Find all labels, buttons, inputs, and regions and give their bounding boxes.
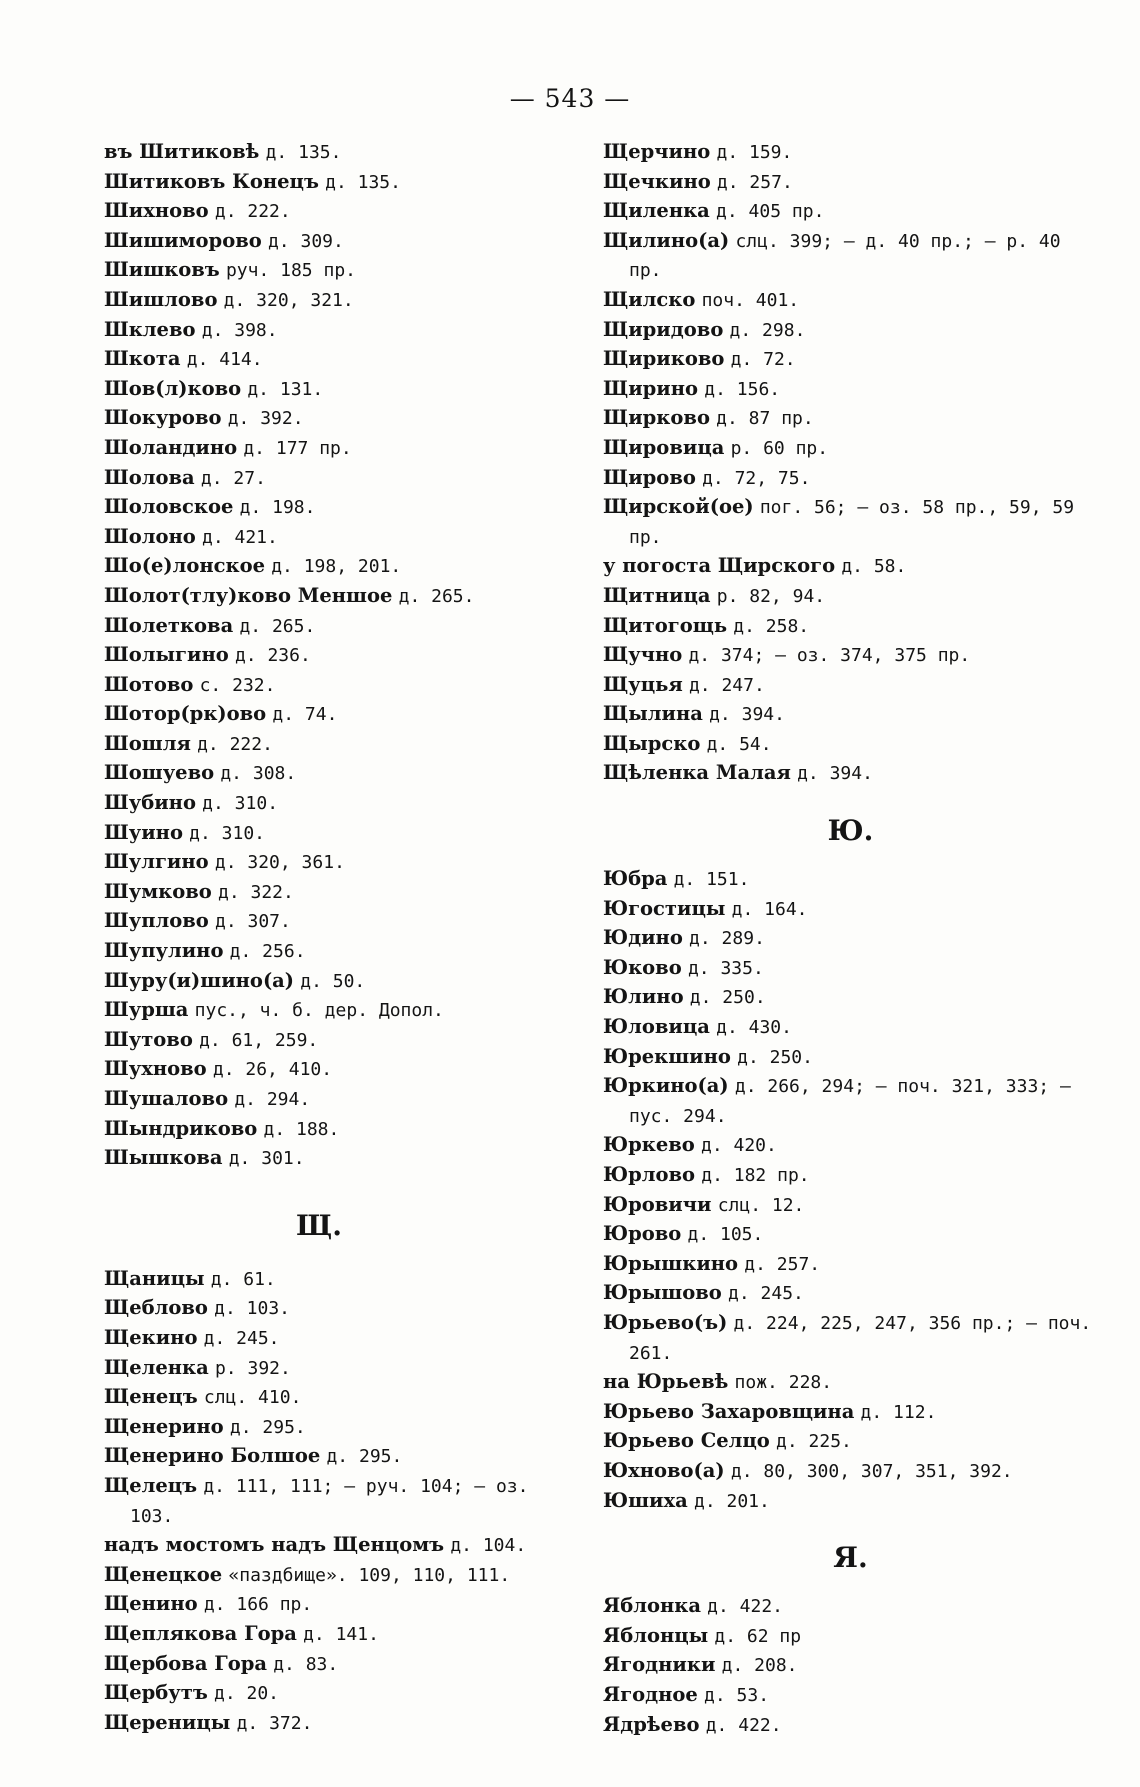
entry-name: Юрекшино: [603, 1044, 731, 1068]
entry-references: руч. 185 пр.: [225, 260, 356, 282]
index-entry: [104, 1650, 534, 1680]
entry-name: Шулгино: [104, 850, 209, 874]
index-entry: [104, 227, 534, 257]
index-entry: [603, 1427, 1098, 1457]
entry-name: Шкота: [104, 347, 181, 371]
entry-references: д. 398.: [201, 319, 278, 341]
index-entry: [104, 1085, 534, 1115]
entry-name: Шумково: [104, 879, 212, 903]
entry-name: Щечкино: [603, 169, 711, 193]
entry-references: д. 105.: [687, 1224, 764, 1246]
entry-references: д. 135.: [325, 171, 401, 193]
entry-references: д. 83.: [273, 1653, 339, 1675]
index-entry: [603, 1072, 1098, 1131]
entry-references: д. 310.: [202, 793, 279, 815]
entry-name: у погоста Щирского: [603, 554, 836, 578]
entry-name: въ Шитиковѣ: [104, 140, 260, 163]
left-column: [104, 138, 534, 1738]
index-entry: [603, 1220, 1098, 1250]
index-entry: [104, 1472, 534, 1531]
entry-name: Юрьево Селцо: [603, 1429, 770, 1453]
entry-name: Шклево: [104, 317, 196, 341]
entry-name: Щировица: [603, 435, 725, 459]
entry-references: пож. 228.: [734, 1372, 833, 1394]
index-entry: [104, 256, 534, 286]
index-entry: [104, 1531, 534, 1561]
entry-references: д. 257.: [744, 1253, 821, 1275]
index-entry: [104, 612, 534, 642]
section-heading-sch: Щ.: [296, 1208, 342, 1242]
index-entry: [104, 907, 534, 937]
entry-references: д. 104.: [450, 1535, 527, 1557]
entry-name: Шишковъ: [104, 258, 220, 282]
entry-name: Шошля: [104, 731, 191, 755]
entry-references: д. 201.: [693, 1490, 770, 1512]
index-entry: [603, 375, 1098, 405]
index-list-sh: [104, 138, 534, 1174]
index-entry: [603, 1191, 1098, 1221]
entry-name: Ягодное: [603, 1682, 698, 1706]
index-entry: [104, 404, 534, 434]
index-entry: [603, 1309, 1098, 1368]
entry-name: Ягодники: [603, 1653, 716, 1677]
entry-references: д. 164.: [731, 898, 808, 920]
entry-references: д. 265.: [239, 615, 316, 637]
entry-name: Щелецъ: [104, 1473, 198, 1497]
entry-references: д. 112.: [860, 1401, 937, 1423]
entry-references: д. 61, 259.: [199, 1029, 319, 1051]
entry-name: Юркино(а): [603, 1074, 729, 1098]
index-entry: [104, 138, 534, 168]
index-entry: [603, 345, 1098, 375]
entry-references: пус., ч. б. дер. Допол.: [194, 1000, 444, 1022]
entry-name: Щитница: [603, 583, 711, 607]
entry-name: Щиленка: [603, 199, 710, 223]
entry-references: д. 135.: [265, 142, 342, 163]
entry-name: Шурша: [104, 998, 189, 1022]
entry-name: Шухново: [104, 1057, 207, 1081]
entry-name: Юровичи: [603, 1192, 712, 1216]
entry-name: Юшиха: [603, 1488, 688, 1512]
entry-name: Шотово: [104, 672, 194, 696]
entry-name: Шов(л)ково: [104, 376, 242, 400]
index-entry: [603, 1131, 1098, 1161]
index-entry: [603, 1681, 1098, 1711]
entry-references: д. 103.: [214, 1298, 290, 1320]
entry-references: д. 87 пр.: [716, 408, 814, 430]
entry-name: Шошуево: [104, 761, 215, 785]
entry-references: д. 258.: [733, 615, 810, 637]
entry-references: д. 61.: [210, 1268, 276, 1290]
entry-name: Щербутъ: [104, 1681, 208, 1705]
entry-name: Юхново(а): [603, 1458, 725, 1482]
entry-name: Щенецъ: [104, 1385, 198, 1409]
entry-name: Шолыгино: [104, 643, 229, 667]
index-entry: [603, 197, 1098, 227]
index-entry: [104, 1265, 534, 1295]
entry-references: с. 232.: [199, 674, 276, 696]
entry-name: Щылина: [603, 702, 703, 726]
index-entry: [104, 582, 534, 612]
entry-references: д. 266, 294; — поч. 321, 333; — пус. 294.: [629, 1076, 1071, 1127]
entry-name: Щенино: [104, 1592, 198, 1616]
index-entry: [104, 523, 534, 553]
entry-name: Шоландино: [104, 435, 238, 459]
entry-references: д. 177 пр.: [243, 437, 352, 459]
entry-references: д. 27.: [200, 467, 266, 489]
entry-references: д. 335.: [687, 957, 764, 979]
entry-references: д. 72.: [730, 349, 796, 371]
entry-references: д. 222.: [214, 201, 291, 223]
index-entry: [104, 819, 534, 849]
index-entry: [104, 197, 534, 227]
entry-references: д. 320, 321.: [223, 289, 354, 311]
index-entry: [603, 227, 1098, 286]
entry-name: Шишиморово: [104, 228, 262, 252]
entry-references: слц. 12.: [717, 1194, 805, 1216]
entry-references: д. 151.: [673, 869, 750, 891]
entry-name: Щириково: [603, 347, 725, 371]
index-entry: [104, 168, 534, 198]
entry-name: Щеблово: [104, 1296, 208, 1320]
entry-name: Щербова Гора: [104, 1651, 267, 1675]
entry-references: р. 60 пр.: [730, 437, 829, 459]
entry-references: д. 372.: [236, 1712, 313, 1734]
entry-references: д. 394.: [709, 704, 785, 726]
index-entry: [603, 641, 1098, 671]
entry-references: слц. 399; — д. 40 пр.; — р. 40 пр.: [629, 230, 1061, 282]
entry-name: Шитиковъ Конецъ: [104, 169, 319, 193]
index-entry: [104, 493, 534, 523]
entry-name: Щирино: [603, 376, 699, 400]
entry-references: д. 141.: [303, 1623, 379, 1645]
entry-name: Щитогощь: [603, 613, 728, 637]
entry-references: д. 225.: [776, 1431, 852, 1453]
entry-references: пог. 56; — оз. 58 пр., 59, 59 пр.: [629, 497, 1075, 548]
entry-references: д. 421.: [201, 526, 278, 548]
index-entry: [603, 1161, 1098, 1191]
entry-name: Шокурово: [104, 406, 222, 430]
index-entry: [603, 612, 1098, 642]
entry-name: Щилско: [603, 287, 696, 311]
entry-name: Юково: [603, 955, 682, 979]
entry-name: Щеленка: [104, 1355, 209, 1379]
index-entry: [104, 759, 534, 789]
entry-references: д. 58.: [841, 556, 907, 578]
entry-name: Юрлово: [603, 1163, 696, 1186]
entry-references: д. 295.: [326, 1446, 403, 1468]
entry-references: д. 250.: [737, 1046, 813, 1068]
index-entry: [104, 1709, 534, 1739]
entry-name: Щеплякова Гора: [104, 1621, 297, 1645]
entry-name: Шолоно: [104, 524, 196, 548]
index-entry: [603, 983, 1098, 1013]
entry-name: Щилино(а): [603, 228, 730, 252]
index-entry: [603, 286, 1098, 316]
entry-references: д. 26, 410.: [212, 1059, 333, 1081]
index-entry: [104, 700, 534, 730]
index-entry: [104, 1590, 534, 1620]
index-entry: [603, 1250, 1098, 1280]
index-entry: [104, 1413, 534, 1443]
entry-name: Шутово: [104, 1027, 193, 1051]
entry-references: слц. 410.: [203, 1387, 302, 1409]
entry-name: Яблонцы: [603, 1623, 709, 1647]
entry-name: Юрьево(ъ): [603, 1310, 728, 1334]
entry-references: д. 289.: [689, 928, 765, 950]
index-list-sch-continued: [603, 138, 1098, 789]
index-entry: [104, 1561, 534, 1591]
index-entry: [603, 954, 1098, 984]
entry-references: д. 208.: [721, 1655, 798, 1677]
index-entry: [603, 434, 1098, 464]
index-entry: [603, 924, 1098, 954]
entry-references: д. 198.: [239, 497, 316, 519]
entry-references: р. 392.: [214, 1357, 291, 1379]
entry-references: д. 301.: [228, 1148, 305, 1170]
index-entry: [104, 1620, 534, 1650]
entry-name: Юдино: [603, 926, 683, 950]
entry-name: Юлино: [603, 985, 684, 1009]
entry-references: д. 245.: [728, 1283, 804, 1305]
index-entry: [104, 937, 534, 967]
entry-name: Шышкова: [104, 1146, 223, 1170]
index-entry: [603, 865, 1098, 895]
index-entry: [104, 641, 534, 671]
entry-name: Шубино: [104, 791, 196, 815]
index-entry: [104, 671, 534, 701]
entry-name: Шуплово: [104, 909, 209, 933]
index-entry: [104, 375, 534, 405]
entry-name: Щаницы: [104, 1266, 205, 1290]
entry-name: надъ мостомъ надъ Щенцомъ: [104, 1533, 445, 1557]
entry-name: Шо(е)лонское: [104, 554, 265, 578]
entry-references: д. 188.: [263, 1118, 340, 1140]
index-list-ya: [603, 1592, 1098, 1740]
entry-name: Юбра: [603, 867, 668, 891]
entry-references: д. 310.: [189, 822, 266, 844]
index-entry: [104, 316, 534, 346]
entry-references: д. 392.: [227, 408, 304, 430]
entry-name: Щенецкое: [104, 1562, 223, 1586]
entry-name: Шындриково: [104, 1116, 258, 1140]
entry-references: д. 422.: [705, 1714, 782, 1736]
entry-name: Щѣленка Малая: [603, 761, 791, 785]
entry-name: Юркево: [603, 1133, 695, 1157]
index-entry: [104, 1679, 534, 1709]
index-entry: [104, 730, 534, 760]
index-entry: [603, 1013, 1098, 1043]
index-entry: [104, 552, 534, 582]
entry-references: д. 131.: [247, 378, 324, 400]
index-entry: [104, 345, 534, 375]
entry-name: Щиридово: [603, 317, 724, 341]
entry-references: д. 236.: [234, 645, 311, 667]
entry-name: Щирково: [603, 406, 710, 430]
entry-name: на Юрьевѣ: [603, 1370, 729, 1394]
index-entry: [603, 168, 1098, 198]
entry-references: д. 295.: [229, 1416, 306, 1438]
entry-references: д. 182 пр.: [701, 1165, 810, 1186]
entry-name: Шоловское: [104, 495, 234, 519]
index-entry: [603, 1279, 1098, 1309]
entry-name: Щирово: [603, 465, 696, 489]
entry-references: д. 298.: [729, 319, 806, 341]
index-entry: [603, 1651, 1098, 1681]
entry-references: д. 394.: [797, 763, 873, 785]
index-entry: [104, 1055, 534, 1085]
entry-name: Шолеткова: [104, 613, 234, 637]
entry-name: Щучно: [603, 643, 683, 667]
entry-references: д. 294.: [234, 1089, 311, 1110]
index-entry: [603, 730, 1098, 760]
index-entry: [603, 1398, 1098, 1428]
entry-references: д. 166 пр.: [203, 1594, 313, 1616]
entry-references: д. 245.: [203, 1327, 280, 1349]
index-entry: [603, 493, 1098, 552]
entry-references: д. 430.: [716, 1017, 792, 1039]
index-entry: [603, 464, 1098, 494]
index-entry: [603, 1368, 1098, 1398]
entry-references: д. 307.: [215, 911, 291, 933]
page-number: — 543 —: [509, 84, 631, 113]
entry-references: д. 265.: [398, 585, 475, 607]
entry-references: д. 422.: [707, 1596, 784, 1618]
index-entry: [104, 1294, 534, 1324]
index-entry: [603, 895, 1098, 925]
index-entry: [603, 316, 1098, 346]
entry-name: Ядрѣево: [603, 1712, 700, 1736]
index-entry: [603, 404, 1098, 434]
index-list-sch: [104, 1265, 534, 1739]
entry-name: Яблонка: [603, 1594, 701, 1618]
index-entry: [104, 1383, 534, 1413]
entry-name: Щенерино Болшое: [104, 1444, 321, 1468]
section-heading-ya: Я.: [833, 1541, 868, 1575]
entry-name: Шушалово: [104, 1087, 229, 1110]
entry-references: д. 20.: [214, 1683, 280, 1705]
entry-name: Щерчино: [603, 140, 711, 163]
entry-name: Шотор(рк)ово: [104, 702, 267, 726]
index-entry: [104, 848, 534, 878]
index-entry: [104, 1115, 534, 1145]
entry-references: д. 374; — оз. 374, 375 пр.: [688, 645, 971, 667]
entry-references: д. 62 пр: [714, 1625, 802, 1647]
entry-name: Шупулино: [104, 939, 224, 963]
index-entry: [603, 1043, 1098, 1073]
entry-references: д. 53.: [704, 1684, 770, 1706]
index-entry: [603, 1457, 1098, 1487]
entry-name: Шишлово: [104, 287, 218, 311]
entry-references: р. 82, 94.: [716, 585, 826, 607]
index-entry: [603, 1592, 1098, 1622]
entry-references: д. 54.: [706, 733, 772, 755]
index-entry: [104, 967, 534, 997]
index-entry: [104, 789, 534, 819]
entry-name: Щуцья: [603, 672, 683, 696]
entry-name: Шихново: [104, 199, 209, 223]
entry-name: Щирской(ое): [603, 495, 754, 519]
entry-references: д. 198, 201.: [271, 556, 402, 578]
entry-references: д. 156.: [704, 378, 781, 400]
right-column: [603, 138, 1098, 1740]
entry-references: д. 322.: [218, 881, 294, 903]
index-entry: [603, 138, 1098, 168]
index-list-yu: [603, 865, 1098, 1516]
index-entry: [603, 552, 1098, 582]
index-entry: [603, 1711, 1098, 1741]
entry-name: Юрьево Захаровщина: [603, 1399, 855, 1423]
index-entry: [104, 434, 534, 464]
entry-name: Щереницы: [104, 1710, 231, 1734]
entry-references: поч. 401.: [701, 289, 800, 311]
entry-references: д. 74.: [272, 704, 338, 726]
entry-name: Шолот(тлу)ково Меншое: [104, 583, 393, 607]
entry-references: д. 111, 111; — руч. 104; — оз. 103.: [130, 1475, 529, 1527]
entry-references: д. 159.: [716, 142, 793, 163]
section-heading-yu: Ю.: [827, 814, 874, 848]
entry-name: Щенерино: [104, 1414, 224, 1438]
index-entry: [104, 1354, 534, 1384]
entry-references: д. 80, 300, 307, 351, 392.: [730, 1460, 1013, 1482]
entry-name: Юловица: [603, 1015, 710, 1039]
entry-references: «паздбище». 109, 110, 111.: [228, 1564, 511, 1586]
entry-name: Шуино: [104, 820, 183, 844]
entry-name: Шолова: [104, 465, 195, 489]
entry-name: Юрышкино: [603, 1251, 739, 1275]
entry-references: д. 405 пр.: [716, 201, 825, 223]
index-entry: [104, 1026, 534, 1056]
entry-references: д. 320, 361.: [214, 852, 345, 874]
index-entry: [603, 671, 1098, 701]
entry-name: Югостицы: [603, 896, 726, 920]
index-entry: [104, 878, 534, 908]
entry-references: д. 224, 225, 247, 356 пр.; — поч. 261.: [629, 1312, 1092, 1364]
entry-name: Щекино: [104, 1325, 198, 1349]
index-entry: [603, 582, 1098, 612]
entry-references: д. 256.: [229, 941, 306, 963]
index-entry: [104, 1144, 534, 1174]
entry-references: д. 309.: [267, 230, 344, 252]
entry-name: Шуру(и)шино(а): [104, 968, 295, 992]
index-entry: [104, 286, 534, 316]
index-entry: [603, 700, 1098, 730]
index-entry: [104, 1442, 534, 1472]
entry-name: Юрышово: [603, 1281, 722, 1305]
entry-name: Юрово: [603, 1222, 682, 1246]
entry-name: Щырско: [603, 731, 701, 755]
index-entry: [104, 1324, 534, 1354]
index-entry: [603, 1622, 1098, 1652]
entry-references: д. 414.: [186, 349, 263, 371]
entry-references: д. 257.: [716, 171, 793, 193]
entry-references: д. 50.: [300, 970, 366, 992]
entry-references: д. 72, 75.: [702, 467, 811, 489]
index-entry: [104, 996, 534, 1026]
index-entry: [603, 759, 1098, 789]
entry-references: д. 247.: [688, 674, 765, 696]
index-entry: [603, 1487, 1098, 1517]
entry-references: д. 420.: [700, 1135, 777, 1157]
entry-references: д. 308.: [220, 763, 297, 785]
index-entry: [104, 464, 534, 494]
entry-references: д. 250.: [689, 987, 766, 1009]
entry-references: д. 222.: [197, 733, 273, 755]
